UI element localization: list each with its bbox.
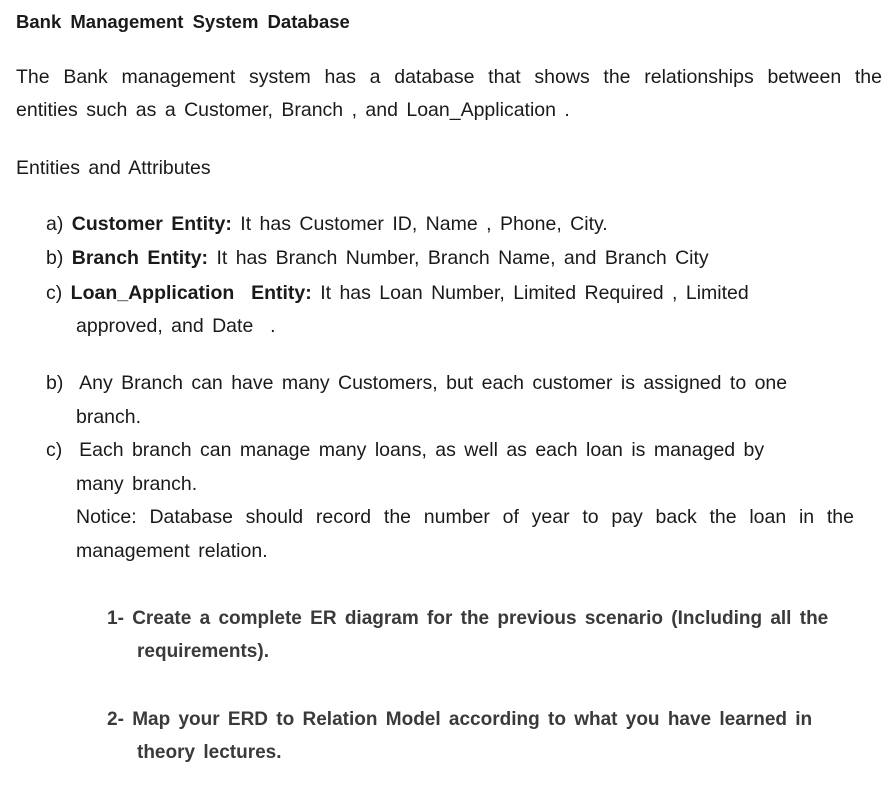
question-text: Create a complete ER diagram for the previous scenario (Including all the	[132, 608, 829, 629]
entity-description: It has Loan Number, Limited Required , Limited	[320, 282, 749, 304]
entity-name: Loan_Application Entity:	[70, 282, 312, 304]
question-number: 2-	[107, 709, 124, 730]
entity-description: It has Branch Number, Branch Name, and Branch City	[216, 247, 709, 269]
rule-text: Each branch can manage many loans, as well as each loan is managed by	[79, 439, 765, 461]
section-heading: Entities and Attributes	[16, 157, 211, 179]
notice-line-2: management relation.	[76, 540, 268, 562]
question-1-continued: requirements).	[137, 641, 269, 662]
notice-line-1: Notice: Database should record the number of year to pay back the loan in the	[76, 506, 854, 528]
list-marker: c)	[46, 282, 63, 304]
entity-item-loan-application	[46, 280, 749, 306]
list-marker: c)	[46, 439, 63, 461]
entity-item-branch	[46, 245, 709, 271]
entity-item-loan-application-continued: approved, and Date .	[76, 315, 276, 337]
entity-name: Branch Entity:	[71, 247, 209, 269]
rule-item-branch-customers	[46, 370, 787, 396]
rule-item-branch-customers-continued: branch.	[76, 406, 142, 428]
list-marker: b)	[46, 247, 64, 269]
entity-description: It has Customer ID, Name , Phone, City.	[240, 213, 608, 235]
document-title: Bank Management System Database	[16, 11, 350, 32]
entity-name: Customer Entity:	[71, 213, 232, 235]
entity-item-customer	[46, 211, 608, 237]
intro-line-2: entities such as a Customer, Branch , and Loan_Application .	[16, 99, 570, 121]
rule-item-branch-loans	[46, 437, 764, 463]
rule-text: Any Branch can have many Customers, but each customer is assigned to one	[79, 372, 788, 394]
question-number: 1-	[107, 608, 124, 629]
question-2	[107, 707, 812, 733]
list-marker: b)	[46, 372, 64, 394]
rule-item-branch-loans-continued: many branch.	[76, 473, 198, 495]
list-marker: a)	[46, 213, 64, 235]
intro-line-1: The Bank management system has a database that shows the relationships between the	[16, 66, 882, 88]
question-1	[107, 606, 884, 632]
question-2-continued: theory lectures.	[137, 742, 282, 763]
question-text: Map your ERD to Relation Model according to what you have learned in	[132, 709, 813, 730]
